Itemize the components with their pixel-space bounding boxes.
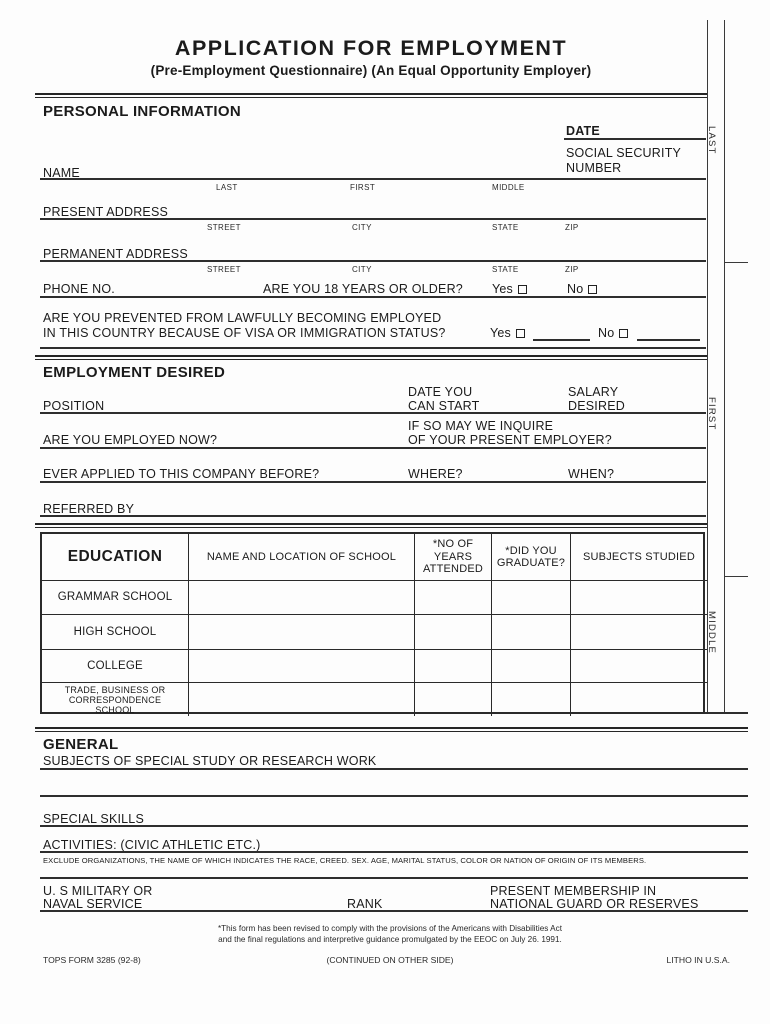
education-input-cell-grammar-school-years[interactable] — [415, 581, 492, 615]
date-label: DATE — [566, 124, 600, 138]
right-margin-rail-inner — [707, 20, 708, 714]
visa-question-line1: ARE YOU PREVENTED FROM LAWFULLY BECOMING EMPLOYED — [43, 311, 442, 325]
name-input-line[interactable] — [40, 178, 706, 180]
header-divider — [35, 93, 707, 98]
inquire-label-line1: IF SO MAY WE INQUIRE — [408, 419, 554, 433]
referred-by-input-line[interactable] — [40, 515, 706, 517]
education-col-years-header: *NO OF YEARS ATTENDED — [415, 534, 492, 581]
visa-yes-label: Yes — [490, 326, 511, 340]
phone-input-line[interactable] — [40, 296, 706, 298]
margin-label-middle: MIDDLE — [706, 611, 717, 655]
margin-tick-bottom — [724, 576, 748, 577]
military-label-line1: U. S MILITARY OR — [43, 884, 153, 898]
name-sublabel-first: FIRST — [350, 183, 376, 192]
present-address-sublabel-city: CITY — [352, 223, 372, 232]
employed-now-label: ARE YOU EMPLOYED NOW? — [43, 433, 218, 447]
education-input-cell-college-name[interactable] — [189, 650, 415, 683]
subjects-study-input-line-2[interactable] — [40, 795, 748, 797]
education-table — [40, 532, 705, 714]
margin-label-last: LAST — [706, 126, 717, 155]
date-you-label-line1: DATE YOU — [408, 385, 473, 399]
permanent-address-sublabel-zip: ZIP — [565, 265, 579, 274]
military-input-line[interactable] — [40, 910, 748, 912]
form-title: APPLICATION FOR EMPLOYMENT — [174, 36, 568, 60]
visa-question-line2: IN THIS COUNTRY BECAUSE OF VISA OR IMMIGRATION STATUS? — [43, 326, 446, 340]
litho-note: LITHO IN U.S.A. — [666, 955, 730, 965]
inquire-label-line2: OF YOUR PRESENT EMPLOYER? — [408, 433, 612, 447]
visa-no-option — [598, 326, 628, 340]
age-no-label: No — [567, 282, 584, 296]
education-input-cell-trade-school-subjects[interactable] — [571, 683, 707, 716]
present-address-sublabel-zip: ZIP — [565, 223, 579, 232]
permanent-address-sublabel-state: STATE — [492, 265, 519, 274]
activities-label: ACTIVITIES: (CIVIC ATHLETIC ETC.) — [43, 838, 261, 852]
salary-label-line2: DESIRED — [568, 399, 625, 413]
education-row-label-grammar-school: GRAMMAR SCHOOL — [42, 581, 189, 615]
education-input-cell-high-school-subjects[interactable] — [571, 615, 707, 650]
ada-note-line2: and the final regulations and interpretive guidance promulgated by the EEOC on July 26. 1991. — [218, 935, 562, 944]
education-general-divider — [35, 727, 748, 732]
general-heading: GENERAL — [43, 736, 119, 753]
age-yes-label: Yes — [492, 282, 513, 296]
personal-information-heading: PERSONAL INFORMATION — [43, 103, 241, 120]
present-address-sublabel-state: STATE — [492, 223, 519, 232]
phone-label: PHONE NO. — [43, 282, 115, 296]
form-subtitle: (Pre-Employment Questionnaire) (An Equal Opportunity Employer) — [150, 63, 592, 78]
visa-yes-checkbox[interactable] — [516, 329, 525, 338]
activities-input-line[interactable] — [40, 851, 748, 853]
ever-applied-label: EVER APPLIED TO THIS COMPANY BEFORE? — [43, 467, 320, 481]
education-input-cell-grammar-school-subjects[interactable] — [571, 581, 707, 615]
margin-label-first: FIRST — [706, 397, 717, 431]
present-address-input-line[interactable] — [40, 218, 706, 220]
visa-no-checkbox[interactable] — [619, 329, 628, 338]
ssn-label-line2: NUMBER — [566, 161, 622, 175]
visa-no-label: No — [598, 326, 615, 340]
education-input-cell-grammar-school-graduate[interactable] — [492, 581, 571, 615]
when-label: WHEN? — [568, 467, 615, 481]
permanent-address-input-line[interactable] — [40, 260, 706, 262]
education-row-label-trade-school: TRADE, BUSINESS OR CORRESPONDENCE SCHOOL — [42, 683, 189, 716]
education-input-cell-high-school-graduate[interactable] — [492, 615, 571, 650]
education-input-cell-trade-school-graduate[interactable] — [492, 683, 571, 716]
ssn-label-line1: SOCIAL SECURITY — [566, 146, 682, 160]
membership-label-line1: PRESENT MEMBERSHIP IN — [490, 884, 657, 898]
personal-section-bottom-line — [40, 347, 706, 349]
present-address-sublabel-street: STREET — [207, 223, 241, 232]
education-input-cell-college-graduate[interactable] — [492, 650, 571, 683]
visa-yes-option — [490, 326, 525, 340]
education-row-label-high-school: HIGH SCHOOL — [42, 615, 189, 650]
right-margin-rail-outer — [724, 20, 725, 714]
education-input-cell-college-years[interactable] — [415, 650, 492, 683]
visa-yes-input-line[interactable] — [533, 339, 590, 341]
membership-label-line2: NATIONAL GUARD OR RESERVES — [490, 897, 699, 911]
name-sublabel-last: LAST — [216, 183, 238, 192]
name-sublabel-middle: MIDDLE — [492, 183, 525, 192]
personal-employment-divider — [35, 355, 707, 360]
name-label: NAME — [43, 166, 80, 180]
employed-now-input-line[interactable] — [40, 447, 706, 449]
special-skills-input-line[interactable] — [40, 825, 748, 827]
education-col-school-header: NAME AND LOCATION OF SCHOOL — [189, 534, 415, 581]
position-label: POSITION — [43, 399, 105, 413]
referred-by-label: REFERRED BY — [43, 502, 135, 516]
visa-no-input-line[interactable] — [637, 339, 700, 341]
military-label-line2: NAVAL SERVICE — [43, 897, 143, 911]
date-input-line[interactable] — [564, 138, 706, 140]
education-input-cell-college-subjects[interactable] — [571, 650, 707, 683]
education-input-cell-high-school-name[interactable] — [189, 615, 415, 650]
exclude-organizations-note: EXCLUDE ORGANIZATIONS, THE NAME OF WHICH INDICATES THE RACE, CREED. SEX. AGE, MARITAL STATUS, COLOR OR NATION OF ORIGIN OF ITS MEMBERS. — [43, 856, 647, 865]
present-address-label: PRESENT ADDRESS — [43, 205, 169, 219]
rank-label: RANK — [347, 897, 383, 911]
education-row-label-college: COLLEGE — [42, 650, 189, 683]
age-yes-option — [492, 282, 527, 296]
special-skills-label: SPECIAL SKILLS — [43, 812, 144, 826]
where-label: WHERE? — [408, 467, 463, 481]
education-input-cell-grammar-school-name[interactable] — [189, 581, 415, 615]
education-input-cell-trade-school-name[interactable] — [189, 683, 415, 716]
subjects-study-input-line[interactable] — [40, 768, 748, 770]
education-table-bottom-extension-line — [705, 712, 748, 714]
education-input-cell-high-school-years[interactable] — [415, 615, 492, 650]
age-yes-checkbox[interactable] — [518, 285, 527, 294]
continued-note: (CONTINUED ON OTHER SIDE) — [326, 955, 454, 965]
ever-applied-input-line[interactable] — [40, 481, 706, 483]
position-input-line[interactable] — [40, 412, 706, 414]
education-heading: EDUCATION — [42, 534, 189, 581]
permanent-address-sublabel-street: STREET — [207, 265, 241, 274]
employment-education-divider — [35, 523, 707, 528]
permanent-address-sublabel-city: CITY — [352, 265, 372, 274]
subjects-study-label: SUBJECTS OF SPECIAL STUDY OR RESEARCH WORK — [43, 754, 377, 768]
age-no-option — [567, 282, 597, 296]
education-col-graduate-header: *DID YOU GRADUATE? — [492, 534, 571, 581]
education-col-subjects-header: SUBJECTS STUDIED — [571, 534, 707, 581]
age-no-checkbox[interactable] — [588, 285, 597, 294]
salary-label-line1: SALARY — [568, 385, 619, 399]
activities-bottom-line — [40, 877, 748, 879]
education-input-cell-trade-school-years[interactable] — [415, 683, 492, 716]
margin-tick-top — [724, 262, 748, 263]
age-question-label: ARE YOU 18 YEARS OR OLDER? — [263, 282, 463, 296]
employment-desired-heading: EMPLOYMENT DESIRED — [43, 364, 226, 381]
permanent-address-label: PERMANENT ADDRESS — [43, 247, 188, 261]
date-you-label-line2: CAN START — [408, 399, 480, 413]
form-number: TOPS FORM 3285 (92-8) — [43, 955, 141, 965]
ada-note-line1: *This form has been revised to comply with the provisions of the Americans with Disabilities Act — [217, 924, 563, 933]
